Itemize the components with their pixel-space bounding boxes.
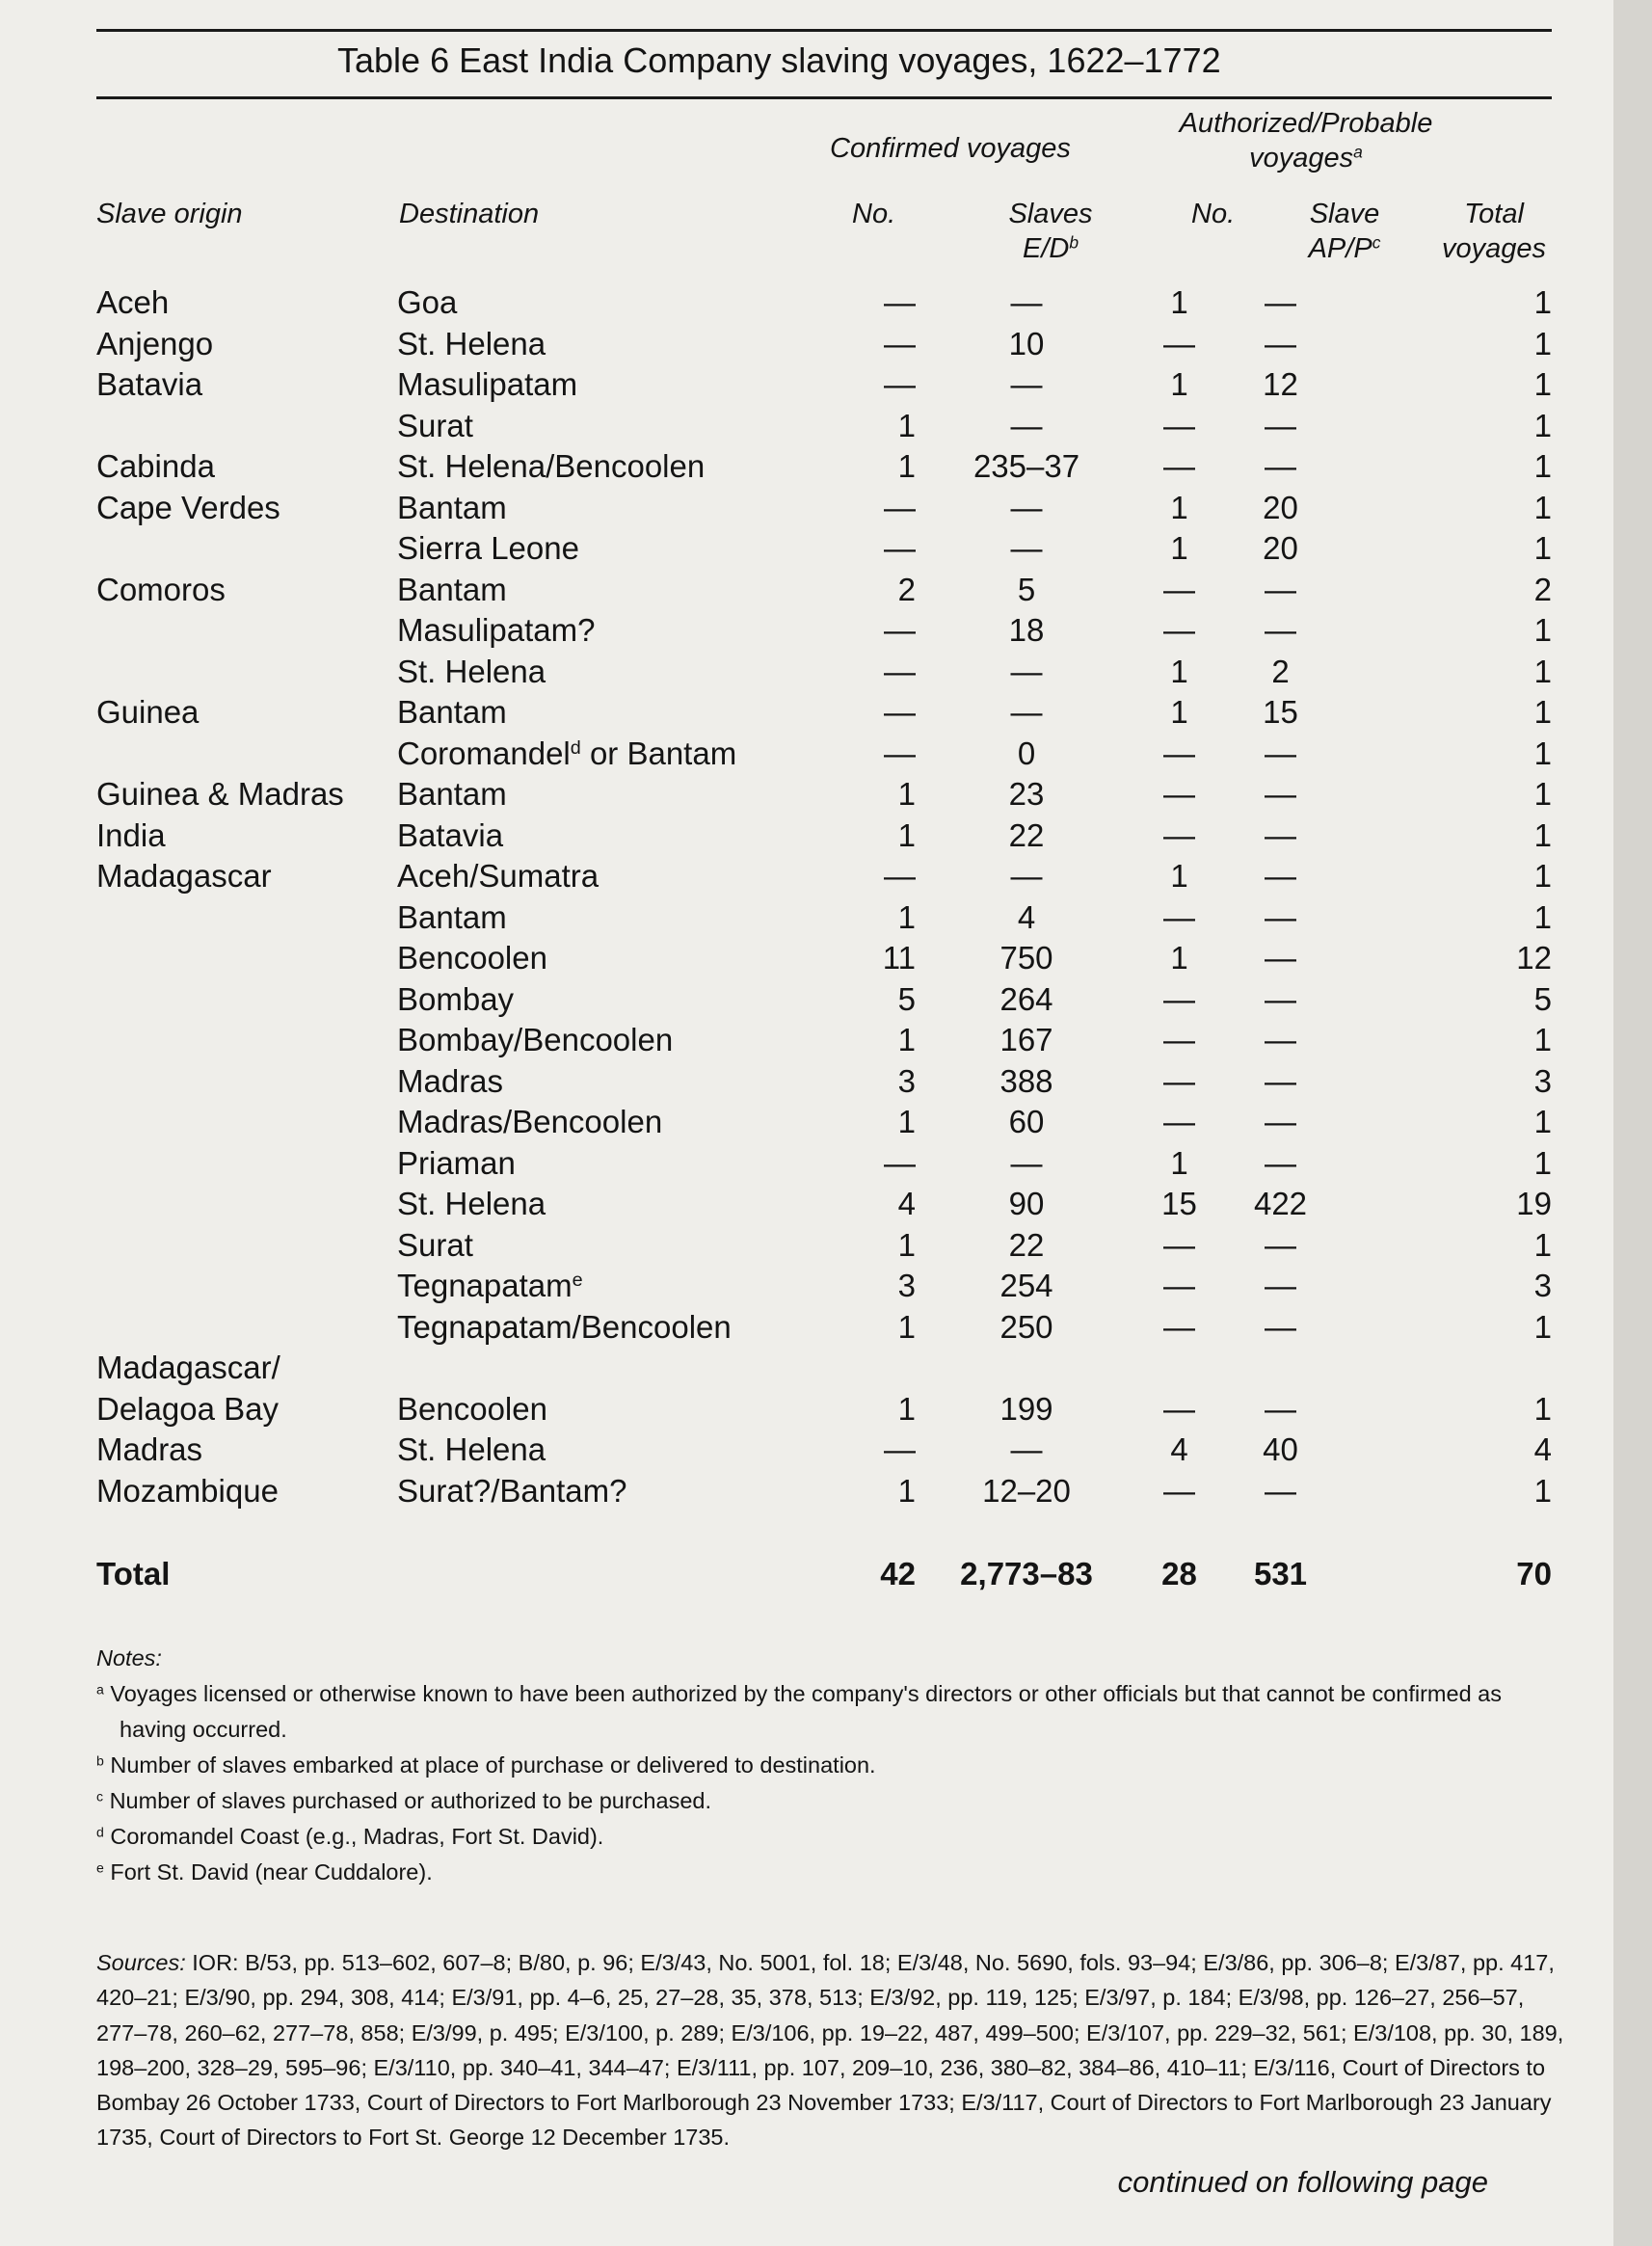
confirmed-slaves-cell: — — [1010, 489, 1043, 525]
confirmed-no-cell: 1 — [897, 1308, 916, 1345]
total-voyages-cell — [1340, 1348, 1552, 1389]
confirmed-slaves-cell: 18 — [1008, 612, 1045, 648]
total-voyages-cell: 1 — [1533, 858, 1552, 894]
footnote: $^b$ Number of slaves embarked at place of purchase or delivered to destination. — [96, 1752, 876, 1778]
total-voyages-cell: 1 — [1533, 1226, 1552, 1263]
table-row — [96, 1430, 1552, 1471]
destination-cell: Tegnapatam$^e$ — [397, 1268, 583, 1303]
destination-cell: Sierra Leone — [397, 530, 579, 566]
slave-origin-cell: Cape Verdes — [96, 489, 280, 525]
confirmed-no-cell: — — [884, 284, 916, 320]
slave-origin-cell: Delagoa Bay — [96, 1390, 279, 1427]
total-voyages-cell: 1 — [1533, 816, 1552, 853]
authorized-no-cell: — — [1163, 816, 1195, 853]
authorized-slaves-cell: 15 — [1263, 694, 1298, 730]
total-voyages-cell: 1 — [1533, 1308, 1552, 1345]
table-row — [96, 692, 1552, 734]
sources-label: Sources: — [96, 1950, 186, 1975]
confirmed-no-cell: — — [884, 366, 916, 402]
destination-cell: St. Helena — [397, 1431, 546, 1467]
total-voyages-cell: 5 — [1533, 980, 1552, 1017]
table-title: Table 6 East India Company slaving voyages, 1622–1772 — [337, 40, 1221, 80]
confirmed-no-cell: — — [884, 612, 916, 648]
destination-cell: Coromandel$^d$ or Bantam — [397, 735, 737, 771]
confirmed-no-cell: 1 — [897, 1472, 916, 1509]
authorized-slaves-cell: 20 — [1263, 530, 1298, 566]
footnote-list — [96, 1676, 1561, 1890]
confirmed-no-cell: 1 — [897, 816, 916, 853]
confirmed-no-cell: — — [884, 694, 916, 730]
total-voyages-cell: 1 — [1533, 653, 1552, 689]
table-row — [96, 488, 1552, 529]
authorized-slaves-cell: — — [1265, 858, 1296, 894]
confirmed-slaves-cell: 388 — [999, 1062, 1053, 1099]
table-row — [96, 1471, 1552, 1512]
table-row — [96, 1184, 1552, 1225]
confirmed-slaves-cell: — — [1010, 366, 1043, 402]
total-voyages-cell: 1 — [1533, 1144, 1552, 1181]
confirmed-slaves-cell: 250 — [999, 1308, 1053, 1345]
authorized-no-cell: 1 — [1170, 694, 1188, 730]
destination-cell: Madras/Bencoolen — [397, 1104, 663, 1139]
authorized-slaves-cell: — — [1265, 1062, 1296, 1099]
authorized-slaves-cell: — — [1265, 407, 1296, 443]
authorized-no-cell: 1 — [1170, 940, 1188, 976]
destination-cell: St. Helena — [397, 653, 546, 689]
total-confirmed-no: 42 — [880, 1556, 916, 1591]
confirmed-slaves-cell: — — [1010, 407, 1043, 443]
table-row — [96, 816, 1552, 857]
destination-cell: Bombay/Bencoolen — [397, 1022, 674, 1057]
slave-origin-cell — [96, 528, 397, 570]
authorized-slaves-cell: — — [1265, 776, 1296, 812]
authorized-no-cell: 1 — [1170, 1144, 1188, 1181]
total-voyages-cell: 1 — [1533, 284, 1552, 320]
authorized-slaves-cell: — — [1265, 1226, 1296, 1263]
authorized-no-cell: — — [1163, 776, 1195, 812]
slave-origin-cell — [96, 406, 397, 447]
confirmed-no-cell: 2 — [897, 571, 916, 607]
destination-cell: Bencoolen — [397, 1390, 547, 1427]
table-row — [96, 1143, 1552, 1185]
header-authorized-slaves: Slave $AP/P^c$ — [1308, 199, 1381, 264]
destination-cell: Surat — [397, 407, 473, 443]
notes — [96, 1641, 1561, 1890]
total-voyages-cell: 1 — [1533, 1472, 1552, 1509]
confirmed-slaves-cell: 23 — [1008, 776, 1045, 812]
footnote: $^d$ Coromandel Coast (e.g., Madras, Fort St. David). — [96, 1824, 604, 1849]
confirmed-no-cell: 1 — [897, 1022, 916, 1057]
table-row — [96, 570, 1552, 611]
table-row — [96, 1307, 1552, 1349]
confirmed-no-cell: 1 — [897, 1226, 916, 1263]
confirmed-no-cell: 1 — [897, 898, 916, 935]
destination-cell: Bencoolen — [397, 940, 547, 976]
authorized-group-header: Authorized/Probable voyages$^a$ — [1179, 108, 1433, 174]
slave-origin-cell: Madagascar/ — [96, 1350, 280, 1385]
authorized-slaves-cell: 40 — [1263, 1431, 1298, 1467]
table-row — [96, 610, 1552, 652]
authorized-no-cell: — — [1163, 980, 1195, 1017]
authorized-slaves-cell: — — [1265, 898, 1296, 935]
header-confirmed-no: No. — [852, 199, 896, 229]
destination-cell: Bantam — [397, 898, 507, 935]
total-voyages-cell: 1 — [1533, 407, 1552, 443]
authorized-no-cell: 1 — [1170, 858, 1188, 894]
authorized-no-cell: — — [1163, 1104, 1195, 1139]
confirmed-slaves-cell: 167 — [999, 1022, 1053, 1057]
authorized-slaves-cell: — — [1265, 1308, 1296, 1345]
confirmed-no-cell: — — [884, 1144, 916, 1181]
slave-origin-cell — [96, 1266, 397, 1307]
total-voyages-cell: 1 — [1533, 489, 1552, 525]
confirmed-slaves-cell: 4 — [1017, 898, 1036, 935]
destination-cell: Madras — [397, 1062, 504, 1099]
top-rule — [96, 29, 1552, 32]
authorized-no-cell: — — [1163, 1226, 1195, 1263]
destination-cell: Priaman — [397, 1144, 516, 1181]
slave-origin-cell: Mozambique — [96, 1472, 279, 1509]
confirmed-no-cell: 3 — [897, 1268, 916, 1303]
table-row — [96, 979, 1552, 1021]
confirmed-slaves-cell: — — [1010, 653, 1043, 689]
sources — [96, 1945, 1571, 2155]
confirmed-no-cell: 4 — [897, 1186, 916, 1221]
confirmed-no-cell: 3 — [897, 1062, 916, 1099]
slave-origin-cell: Guinea — [96, 694, 200, 730]
authorized-no-cell: — — [1163, 1022, 1195, 1057]
confirmed-slaves-cell: 254 — [999, 1268, 1053, 1303]
confirmed-slaves-cell: — — [1010, 1144, 1043, 1181]
slave-origin-cell — [96, 734, 397, 775]
table-row — [96, 446, 1552, 488]
authorized-no-cell: 1 — [1170, 284, 1188, 320]
destination-cell: Surat?/Bantam? — [397, 1472, 627, 1509]
authorized-slaves-cell: — — [1265, 1268, 1296, 1303]
authorized-no-cell: — — [1163, 325, 1195, 361]
authorized-slaves-cell: — — [1265, 325, 1296, 361]
table-row — [96, 364, 1552, 406]
authorized-slaves-cell: 12 — [1263, 366, 1298, 402]
slave-origin-cell — [96, 1184, 397, 1225]
slave-origin-cell — [96, 897, 397, 939]
authorized-no-cell: — — [1163, 571, 1195, 607]
confirmed-slaves-cell: 264 — [999, 980, 1053, 1017]
footnote: $^a$ Voyages licensed or otherwise known to have been authorized by the company's directors or other officials but that cannot be confirmed as having occurred. — [96, 1681, 1502, 1742]
destination-cell: Aceh/Sumatra — [397, 858, 600, 894]
table-row — [96, 1225, 1552, 1267]
authorized-no-cell: — — [1163, 1062, 1195, 1099]
page-edge — [1613, 0, 1652, 2246]
destination-cell: Batavia — [397, 816, 504, 853]
authorized-slaves-cell: — — [1265, 1104, 1296, 1139]
confirmed-no-cell: 1 — [897, 448, 916, 484]
confirmed-no-cell: — — [884, 735, 916, 771]
confirmed-no-cell: — — [884, 489, 916, 525]
total-authorized-no: 28 — [1161, 1556, 1197, 1591]
header-slave-origin: Slave origin — [96, 199, 243, 229]
slave-origin-cell: Batavia — [96, 366, 203, 402]
total-voyages-cell: 3 — [1533, 1062, 1552, 1099]
table-row — [96, 406, 1552, 447]
slave-origin-cell: Guinea & Madras — [96, 776, 344, 812]
slave-origin-cell — [96, 652, 397, 693]
total-row — [96, 1552, 1612, 1596]
total-voyages-cell: 19 — [1516, 1186, 1552, 1221]
continued-note: continued on following page — [1117, 2165, 1488, 2199]
table-row — [96, 774, 1552, 816]
authorized-slaves-cell: — — [1265, 612, 1296, 648]
table-row — [96, 1102, 1552, 1143]
slave-origin-cell — [96, 979, 397, 1021]
authorized-no-cell: 15 — [1161, 1186, 1197, 1221]
confirmed-no-cell — [821, 1348, 916, 1389]
authorized-no-cell: — — [1163, 407, 1195, 443]
confirmed-no-cell: — — [884, 858, 916, 894]
authorized-slaves-cell: 2 — [1271, 653, 1290, 689]
total-voyages-cell: 1 — [1533, 325, 1552, 361]
confirmed-slaves-cell: 60 — [1008, 1104, 1045, 1139]
authorized-no-cell: — — [1163, 612, 1195, 648]
destination-cell: St. Helena — [397, 325, 546, 361]
table-row — [96, 897, 1552, 939]
confirmed-no-cell: — — [884, 530, 916, 566]
confirmed-no-cell: — — [884, 325, 916, 361]
authorized-slaves-cell: 20 — [1263, 489, 1298, 525]
sources-text: IOR: B/53, pp. 513–602, 607–8; B/80, p. 96; E/3/43, No. 5001, fol. 18; E/3/48, No. 5690, fols. 93–94; E/3/86, pp. 306–8; E/3/87, pp. 417, 420–21; E/3/90, pp. 294, 308, 414; E/3/91, pp. 4–6, 25, 27–28, 35, 378, 513; E/3/92, pp. 119, 125; E/3/97, p. 184; E/3/98, pp. 126–27, 256–57, 277–78, 260–62, 277–78, 858; E/3/99, p. 495; E/3/100, p. 289; E/3/106, pp. 19–22, 487, 499–500; E/3/107, pp. 229–32, 561; E/3/108, pp. 30, 189, 198–200, 328–29, 595–96; E/3/110, pp. 340–41, 344–47; E/3/111, pp. 107, 209–10, 236, 380–82, 384–86, 410–11; E/3/116, Court of Directors to Bombay 26 October 1733, Court of Directors to Fort Marlborough 23 November 1733; E/3/117, Court of Directors to Fort Marlborough 23 January 1735, Court of Directors to Fort St. George 12 December 1735. — [96, 1950, 1564, 2151]
total-voyages-cell: 1 — [1533, 735, 1552, 771]
table-row — [96, 734, 1552, 775]
confirmed-no-cell: 1 — [897, 1104, 916, 1139]
total-voyages-cell: 1 — [1533, 530, 1552, 566]
confirmed-no-cell: 1 — [897, 1390, 916, 1427]
total-voyages-cell: 2 — [1533, 571, 1552, 607]
slave-origin-cell — [96, 1143, 397, 1185]
total-voyages-cell: 1 — [1533, 694, 1552, 730]
total-voyages-cell: 1 — [1533, 1390, 1552, 1427]
footnote: $^e$ Fort St. David (near Cuddalore). — [96, 1859, 433, 1885]
table-row — [96, 324, 1552, 365]
confirmed-slaves-cell: — — [1010, 858, 1043, 894]
total-voyages-cell: 1 — [1533, 612, 1552, 648]
authorized-no-cell: — — [1163, 448, 1195, 484]
table-row — [96, 282, 1552, 324]
footnote: $^c$ Number of slaves purchased or authorized to be purchased. — [96, 1788, 711, 1813]
destination-cell: Tegnapatam/Bencoolen — [397, 1308, 732, 1345]
authorized-no-cell: 4 — [1170, 1431, 1188, 1467]
total-voyages-cell: 1 — [1533, 776, 1552, 812]
table-row — [96, 1348, 1552, 1389]
table-row — [96, 1389, 1552, 1430]
total-authorized-slaves: 531 — [1253, 1556, 1308, 1591]
destination-cell: Bantam — [397, 776, 507, 812]
destination-cell: Goa — [397, 284, 458, 320]
header-destination: Destination — [399, 199, 540, 229]
authorized-no-cell — [1137, 1348, 1221, 1389]
table-row — [96, 528, 1552, 570]
confirmed-slaves-cell: 235–37 — [973, 448, 1080, 484]
confirmed-no-cell: — — [884, 653, 916, 689]
slave-origin-cell — [96, 1225, 397, 1267]
confirmed-no-cell: 5 — [897, 980, 916, 1017]
confirmed-slaves-cell: 22 — [1008, 816, 1045, 853]
slave-origin-cell: Comoros — [96, 571, 226, 607]
total-voyages-cell: 1 — [1533, 1104, 1552, 1139]
total-voyages: 70 — [1516, 1556, 1552, 1591]
total-label: Total — [96, 1556, 171, 1591]
table-row — [96, 856, 1552, 897]
destination-cell: Bantam — [397, 694, 507, 730]
authorized-slaves-cell: — — [1265, 1472, 1296, 1509]
authorized-no-cell: 1 — [1170, 366, 1188, 402]
authorized-slaves-cell: — — [1265, 940, 1296, 976]
authorized-slaves-cell: — — [1265, 1390, 1296, 1427]
confirmed-slaves-cell: 199 — [999, 1390, 1053, 1427]
table-row — [96, 1020, 1552, 1061]
total-voyages-cell: 1 — [1533, 1022, 1552, 1057]
authorized-no-cell: — — [1163, 735, 1195, 771]
destination-cell: Masulipatam — [397, 366, 578, 402]
total-voyages-cell: 1 — [1533, 366, 1552, 402]
destination-cell: Bantam — [397, 489, 507, 525]
destination-cell: St. Helena/Bencoolen — [397, 448, 706, 484]
table-row — [96, 1266, 1552, 1307]
total-voyages-cell: 1 — [1533, 898, 1552, 935]
slave-origin-cell — [96, 610, 397, 652]
destination-cell: Surat — [397, 1226, 473, 1263]
confirmed-slaves-cell: 22 — [1008, 1226, 1045, 1263]
authorized-no-cell: — — [1163, 1268, 1195, 1303]
slave-origin-cell — [96, 1307, 397, 1349]
authorized-no-cell: 1 — [1170, 489, 1188, 525]
destination-cell: Bombay — [397, 980, 515, 1017]
confirmed-no-cell: — — [884, 1431, 916, 1467]
confirmed-slaves-cell: 5 — [1017, 571, 1036, 607]
authorized-slaves-cell — [1221, 1348, 1340, 1389]
table-row — [96, 652, 1552, 693]
authorized-no-cell: 1 — [1170, 530, 1188, 566]
slave-origin-cell: Aceh — [96, 284, 170, 320]
authorized-slaves-cell: — — [1265, 448, 1296, 484]
confirmed-no-cell: 1 — [897, 407, 916, 443]
slave-origin-cell: Madras — [96, 1431, 203, 1467]
confirmed-slaves-cell: — — [1010, 284, 1043, 320]
confirmed-slaves-cell: 0 — [1017, 735, 1036, 771]
confirmed-no-cell: 1 — [897, 776, 916, 812]
slave-origin-cell — [96, 1102, 397, 1143]
confirmed-no-cell: 11 — [882, 940, 916, 976]
confirmed-slaves-cell — [916, 1348, 1137, 1389]
confirmed-slaves-cell: 750 — [999, 940, 1053, 976]
total-voyages-cell: 3 — [1533, 1268, 1552, 1303]
authorized-slaves-cell: — — [1265, 1022, 1296, 1057]
authorized-slaves-cell: 422 — [1253, 1186, 1308, 1221]
authorized-slaves-cell: — — [1265, 1144, 1296, 1181]
header-total-voyages: Total voyages — [1441, 199, 1546, 264]
confirmed-group-header: Confirmed voyages — [830, 133, 1071, 164]
slave-origin-cell: India — [96, 816, 166, 853]
authorized-slaves-cell: — — [1265, 980, 1296, 1017]
destination-cell — [397, 1348, 821, 1389]
header-authorized-no: No. — [1191, 199, 1236, 229]
slave-origin-cell: Cabinda — [96, 448, 215, 484]
authorized-no-cell: — — [1163, 1472, 1195, 1509]
total-voyages-cell: 1 — [1533, 448, 1552, 484]
notes-heading: Notes: — [96, 1645, 162, 1671]
table-row — [96, 938, 1552, 979]
authorized-slaves-cell: — — [1265, 735, 1296, 771]
slave-origin-cell — [96, 1020, 397, 1061]
authorized-no-cell: — — [1163, 898, 1195, 935]
total-confirmed-slaves: 2,773–83 — [960, 1556, 1093, 1591]
slave-origin-cell: Madagascar — [96, 858, 272, 894]
slave-origin-cell — [96, 938, 397, 979]
authorized-no-cell: 1 — [1170, 653, 1188, 689]
destination-cell: Masulipatam? — [397, 612, 596, 648]
confirmed-slaves-cell: — — [1010, 694, 1043, 730]
slave-origin-cell: Anjengo — [96, 325, 214, 361]
authorized-no-cell: — — [1163, 1308, 1195, 1345]
voyages-table — [96, 282, 1552, 1511]
header-confirmed-slaves: Slaves $E/D^b$ — [1008, 199, 1093, 264]
authorized-slaves-cell: — — [1265, 816, 1296, 853]
confirmed-slaves-cell: 90 — [1008, 1186, 1045, 1221]
confirmed-slaves-cell: 10 — [1008, 325, 1045, 361]
total-voyages-cell: 4 — [1533, 1431, 1552, 1467]
confirmed-slaves-cell: — — [1010, 1431, 1043, 1467]
table-row — [96, 1061, 1552, 1103]
authorized-slaves-cell: — — [1265, 571, 1296, 607]
confirmed-slaves-cell: — — [1010, 530, 1043, 566]
destination-cell: Bantam — [397, 571, 507, 607]
authorized-slaves-cell: — — [1265, 284, 1296, 320]
confirmed-slaves-cell: 12–20 — [982, 1472, 1071, 1509]
destination-cell: St. Helena — [397, 1186, 546, 1221]
title-rule — [96, 96, 1552, 99]
total-voyages-cell: 12 — [1516, 940, 1552, 976]
slave-origin-cell — [96, 1061, 397, 1103]
authorized-no-cell: — — [1163, 1390, 1195, 1427]
